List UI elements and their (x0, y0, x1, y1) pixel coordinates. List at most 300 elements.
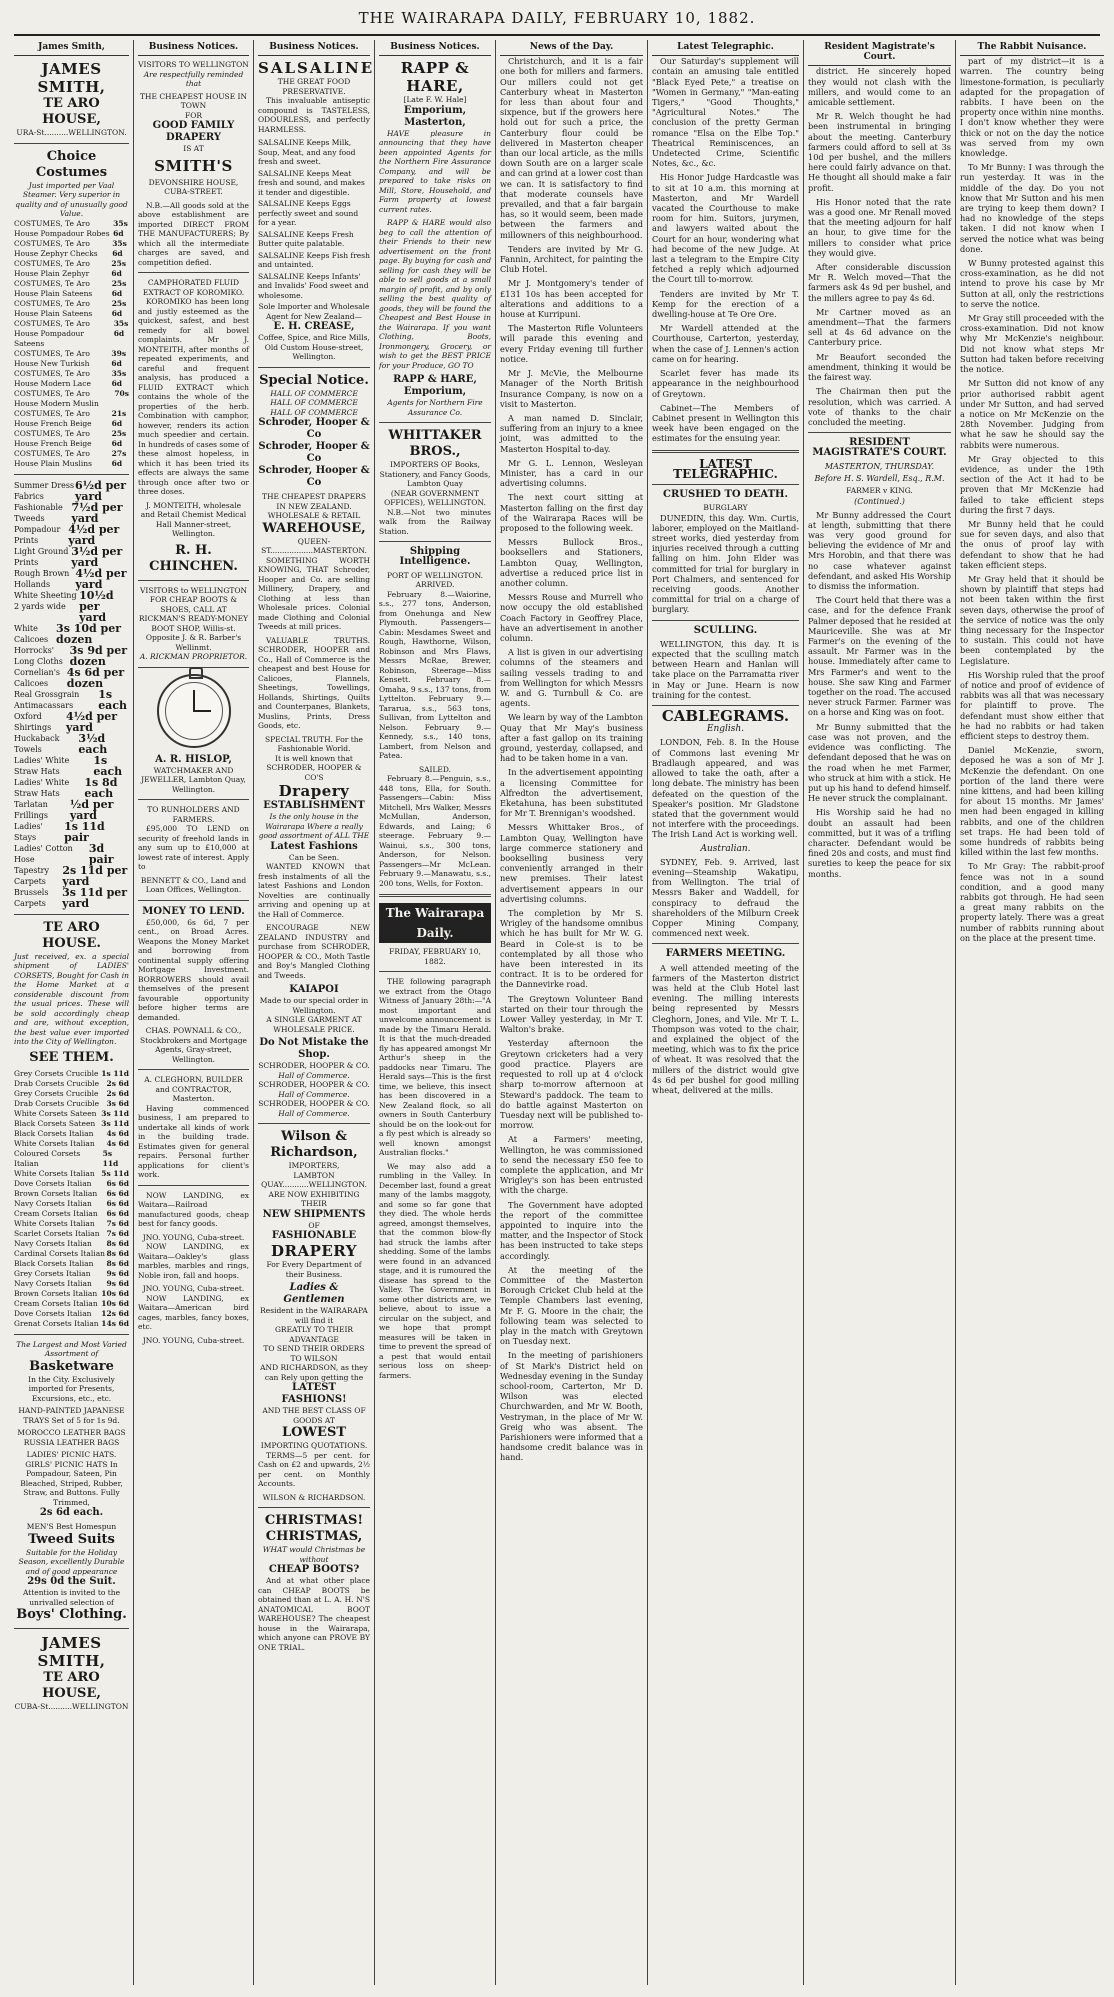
corset-item-price: 9s 6d (106, 1278, 129, 1288)
para: W Bunny protested against this cross-examination, as he did not intend to prove his case by Mr Sutton at all, only the restrictions to serve the notice. (960, 258, 1104, 309)
costume-item (14, 389, 129, 409)
cuba-street: CUBA-STREET. (164, 187, 223, 197)
corset-item-label: Dove Corsets Italian (14, 1178, 92, 1188)
costume-item-price: 35s 6d (112, 238, 127, 258)
crushed-text: DUNEDIN, this day. Wm. Curtis, laborer, employed on the Maitland-street works, died yesterday from injuries received through a cutting falling on him. John Elder was committed for trial for burglary in Port Chalmers, and sentenced for receiving goods. Another committal for trial on a charge of burglary. (652, 512, 799, 615)
english-heading: English. (706, 724, 745, 735)
divider (652, 943, 799, 944)
costume-item (14, 369, 129, 389)
costume-item (14, 219, 129, 239)
cable-text: LONDON, Feb. 8. In the House of Commons last evening Mr Bradlaugh appeared, and was allowed to take the oath, after a long debate. The ministry has been defeated on the question of the Speaker's position. Mr Gladstone stated that the government would not interfere with the proceedings. The Irish Land Act is working well. (652, 737, 799, 840)
corset-item-label: Cream Corsets Italian (14, 1208, 98, 1218)
corset-item-price: 6s 6d (106, 1188, 129, 1198)
footer-house: TE ARO HOUSE, (42, 1670, 101, 1702)
corset-item (14, 1109, 129, 1119)
costume-item-label: COSTUMES, Te Aro House Modern Muslin (14, 388, 99, 408)
lowest: LOWEST (281, 1425, 347, 1441)
yard-item-label: Oxford Shirtings (14, 711, 52, 732)
advertiser-name: JAMES SMITH, (37, 60, 106, 97)
farmers-text: A well attended meeting of the farmers of the Masterton district was held at the Club Hotel last evening. The milling interests being represented by Messrs Cleghorn, Jones, and Vile. Mr T. L. Thompson was voted to the chair, and explained the object of the meeting, which was to fix the price of wheat. It was resolved that the millers of the district would give 4s 6d per bushel for good milling wheat, delivered at the mills. (652, 962, 799, 1095)
yard-item-price: 3d pair (88, 841, 114, 866)
corset-item-label: Grey Corsets Crucible (14, 1068, 99, 1078)
special-notice: Special Notice. (259, 372, 369, 388)
yard-item-price: 3½d per yard (71, 544, 123, 569)
divider (379, 971, 491, 972)
corset-item-label: Grenat Corsets Italian (14, 1318, 99, 1328)
dont-mistake: Do Not Mistake the Shop. (259, 1037, 369, 1061)
para: Messrs Bullock Bros., booksellers and Stationers, Lambton Quay, Wellington, advertise a reduced price list in another column. (500, 537, 643, 588)
costume-item-price: 35s 6d (113, 218, 128, 238)
corset-item-price: 12s 6d (101, 1308, 129, 1318)
divider (14, 143, 129, 144)
costume-item-label: COSTUMES, Te Aro House New Turkish (14, 348, 90, 368)
cleghorn-heading: A. CLEGHORN, BUILDER and CONTRACTOR, Masterton. (144, 1075, 243, 1104)
basketware-title: Basketware (29, 1358, 114, 1374)
case-text: Mr Bunny addressed the Court at length, submitting that there was very good ground for believing the evidence of Mr and Mrs Horobin, and that there was no case whatever against defendant, and asked His Worship to dismiss the information. (808, 509, 951, 592)
yard-item (14, 755, 129, 777)
farmers-meeting-heading: FARMERS MEETING. (665, 948, 786, 960)
yard-item (14, 667, 129, 689)
arrived-label: ARRIVED. (415, 580, 455, 590)
yard-item-label: White Sheeting 2 yards wide (14, 590, 77, 611)
japanese-trays: HAND-PAINTED JAPANESE TRAYS Set of 5 for 1s 9d. (18, 1406, 125, 1425)
cheap-boots-heading: CHEAP BOOTS? (268, 1564, 360, 1576)
rapp-text-2: RAPP & HARE would also beg to call the attention of their Friends to their new advertisement on the front page. By buying for cash and selling for cash they will be able to sell goods at a small margin of profit, and by only selling the best quality of goods, they will be found the Cheapest and Best House in the Wairarapa. If you want Clothing, Boots, Ironmongery, Grocery, or wish to get the BEST PRICE for your Produce, GO TO (379, 218, 491, 370)
column-4 (375, 40, 496, 1985)
column-5-header: News of the Day. (500, 40, 643, 56)
corset-item-price: 3s 11d (101, 1118, 129, 1128)
send-orders: TO SEND THEIR ORDERS TO WILSON (263, 1344, 365, 1363)
corset-item-label: Navy Corsets Italian (14, 1198, 92, 1208)
before-line: Before H. S. Wardell, Esq., R.M. (814, 473, 945, 483)
cheapest-house: THE CHEAPEST HOUSE IN TOWN (139, 91, 248, 111)
divider (258, 367, 370, 368)
rapp-sub: [Late F. W. Hale] (403, 95, 467, 105)
yard-item-label: Brussels Carpets (14, 887, 49, 908)
salsaline-use: SALSALINE Keeps Meat fresh and sound, and makes it tender and digestible. (258, 168, 365, 197)
masthead-rule (14, 34, 1100, 36)
divider (652, 705, 799, 706)
corset-item (14, 1169, 129, 1179)
yard-item (14, 887, 129, 909)
corset-item-price: 8s 6d (106, 1238, 129, 1248)
column-5 (496, 40, 648, 1985)
corset-item-price: 8s 6d (106, 1248, 129, 1258)
costume-item-price: 35s 6d (113, 318, 129, 338)
salsaline-text: This invaluable antiseptic compound is TASTELESS, ODOURLESS, and perfectly HARMLESS. (258, 96, 370, 134)
yard-item-price: ½d per yard (69, 797, 114, 822)
corset-item (14, 1129, 129, 1139)
case-title: FARMER v KING. (846, 485, 913, 495)
corset-item-price: 14s 6d (101, 1318, 129, 1328)
cablegrams-heading: CABLEGRAMS. (661, 707, 790, 726)
loan-text: £95,000 TO LEND on security of freehold lands in any sum up to £10,000 at lowest rate of interest. Apply to (138, 824, 249, 872)
yard-goods-list (14, 480, 129, 909)
column-8 (956, 40, 1108, 1985)
australian-heading: Australian. (700, 843, 751, 854)
corset-item-price: 1s 11d (101, 1068, 129, 1078)
for-label: FOR (185, 110, 202, 120)
corset-item (14, 1099, 129, 1109)
corset-item-label: Grey Corsets Italian (14, 1268, 91, 1278)
corset-item-label: Drab Corsets Crucible (14, 1098, 100, 1108)
latest-sub: Can be Seen. (288, 852, 340, 862)
importing: IMPORTING QUOTATIONS. (260, 1441, 368, 1451)
para: district. He sincerely hoped they would not clash with the millers, and would come to an amicable settlement. (808, 66, 951, 108)
shd-1: Schroder, Hooper & Co (258, 417, 370, 441)
yard-item-label: Ladies' Stays (14, 821, 43, 842)
koromiko-heading: CAMPHORATED FLUID EXTRACT OF KOROMIKO. (142, 278, 245, 297)
yard-item-price: 1s each (98, 687, 128, 712)
corset-item (14, 1279, 129, 1289)
kaiapoi: KAIAPOI (289, 984, 339, 996)
yard-item-label: Summer Dress Fabrics (14, 480, 75, 501)
yard-item-label: Huckaback Towels (14, 733, 60, 754)
are-now: ARE NOW EXHIBITING THEIR (268, 1189, 360, 1209)
wilson-heading: Wilson & Richardson, (270, 1129, 358, 1161)
paper-date: FRIDAY, FEBRUARY 10, 1882. (389, 947, 481, 966)
divider (138, 900, 249, 901)
leather-bags: MOROCCO LEATHER BAGS RUSSIA LEATHER BAGS (17, 1428, 126, 1447)
hoc-list-item: Hall of Commerce. (278, 1108, 350, 1118)
hislop-name: A. R. HISLOP, (155, 753, 232, 765)
yard-item-label: Ladies' White Straw Hats (14, 755, 70, 776)
para: The completion by Mr S. Wrigley of the handsome omnibus which he has built for Mr W. G. Beard in Cole-st is to be contemplated by all those who have been interested in its contract. It is to be ordered for the Dannevirke road. (500, 908, 643, 990)
yard-item-price: 4½d per yard (75, 566, 127, 591)
yard-item-label: Pompadour Prints (14, 524, 61, 545)
sailed-label: SAILED. (418, 764, 452, 774)
salsaline-use: SALSALINE Keeps Fresh Butter quite palatable. (258, 229, 354, 249)
para: Christchurch, and it is a fair one both for millers and farmers. Our millers could not get Canterbury wheat in Masterton for less than about four and sixpence, but if the growers here hold out for such a price, the Canterbury flour could be delivered in Masterton cheaper than our local article, as the mills down South are on a larger scale and can grind at a lower cost than we can. It is satisfactory to find that moderate counsels have prevailed, and that a fair bargain has, so it would seem, been made between the farmers and millowners of this neighbourhood. (500, 56, 643, 240)
para: At the meeting of the Committee of the Masterton Borough Cricket Club held at the Temple Chambers last evening, Mr F. G. Moore in the chair, the following team was selected to play in the match with Greytown on Tuesday next. (500, 1264, 643, 1347)
corset-item-price: 6s 6d (106, 1198, 129, 1208)
continued: (Continued.) (854, 497, 905, 507)
tweed-sub: Suitable for the Holiday Season, excellently Durable and of good appearance (18, 1547, 125, 1576)
para: To Mr Gray: The rabbit-proof fence was not in a sound condition, and a good many rabbits got through. He had seen a great many rabbits on the property lately. There was a great number of rabbits running about on the place at the present time. (960, 861, 1104, 943)
pownall-name: CHAS. POWNALL & CO., Stockbrokers and Mortgage Agents, Gray-street, Wellington. (140, 1026, 247, 1064)
corset-item-label: White Corsets Italian (14, 1168, 95, 1178)
costume-item-label: COSTUMES, Te Aro House Plain Zephyr (14, 258, 90, 278)
costume-item-label: COSTUMES, Te Aro House Plain Muslins (14, 448, 92, 468)
hoc-3: HALL OF COMMERCE (270, 407, 358, 417)
yard-item-price: 10½d per yard (79, 588, 114, 624)
fashionable: FASHIONABLE (271, 1230, 357, 1242)
para: Mr R. Welch thought he had been instrumental in bringing about the meeting. Canterbury farmers could afford to sell at 3s 10d per bushel, and the millers here could fairly advance on that. He thought all should make a fair profit. (808, 111, 951, 193)
corset-item-label: White Corsets Sateen (14, 1108, 97, 1118)
young-2: JNO. YOUNG, Cuba-street. (142, 1284, 245, 1294)
corset-item-price: 7s 6d (106, 1218, 129, 1228)
costume-item-price: 25s 6d (111, 278, 127, 298)
shipping-heading: Shipping Intelligence. (399, 546, 471, 568)
attention-note: Attention is invited to the unrivalled selection of (22, 1588, 121, 1607)
corset-item (14, 1219, 129, 1229)
para: Daniel McKenzie, sworn, deposed he was a son of Mr J. McKenzie the defendant. On one portion of the land there were nine kittens, and had been killing for about 15 months. Mr James' men had been engaged in killing rabbits, and one of the children set traps. He had been told of some hundreds of rabbits being killed within the last few months. (960, 745, 1104, 858)
port-wellington: PORT OF WELLINGTON. (386, 570, 484, 580)
column-8-header: The Rabbit Nuisance. (960, 40, 1104, 56)
para: Tenders are invited by Mr G. Fannin, Architect, for painting the Club Hotel. (500, 243, 643, 275)
yard-item-label: Fashionable Tweeds (14, 502, 63, 523)
corset-item (14, 1229, 129, 1239)
rickman-name: A. RICKMAN PROPRIETOR. (139, 652, 248, 662)
corset-item-label: Dove Corsets Italian (14, 1308, 92, 1318)
para: We learn by way of the Lambton Quay that Mr May's business after a fast gallop on its training ground, yesterday, collapsed, and had to be taken home in a van. (500, 712, 643, 764)
case-text-4: His Worship said he had no doubt an assault had been committed, but it was of a trifling character. Defendant would be fined 20s and costs, and must find sureties to keep the peace for six months. (808, 807, 951, 879)
salsaline-sub: THE GREAT FOOD PRESERVATIVE. (277, 77, 351, 96)
yard-item-price: 2s 11d per yard (62, 863, 128, 888)
divider (138, 799, 249, 800)
see-them: SEE THEM. (29, 1049, 114, 1065)
para: Messrs Rouse and Murrell who now occupy the old established Coach Factory in Geoffrey Place, have an advertisement in another column. (500, 592, 643, 643)
para: Mr Sutton did not know of any prior authorised rabbit agent under Mr Sutton, and had served a notice on Mr McKenzie on the 28th November. Judging from what he saw he should say the rabbits were numerous. (960, 378, 1104, 450)
divider (14, 1334, 129, 1335)
costume-item (14, 409, 129, 429)
corset-item (14, 1079, 129, 1089)
terms: TERMS—5 per cent. for Cash on £2 and upwards, 2½ per cent. on Monthly Accounts. (258, 1450, 370, 1489)
yard-item-price: 1s 8d each (84, 775, 118, 800)
costume-item-label: COSTUMES, Te Aro House Plain Sateens (14, 278, 93, 298)
corset-item-label: Brown Corsets Italian (14, 1188, 98, 1198)
visitors-heading: VISITORS TO WELLINGTON (138, 60, 249, 70)
corset-item (14, 1189, 129, 1199)
costumes-sub: Just imported per Vaal Steamer. Very superior in quality and of unusually good Value. (15, 180, 128, 219)
divider (379, 894, 491, 897)
para: Our Saturday's supplement will contain an amusing tale entitled "Black Eyed Pete," a treatise on "Women in Germany," "Man-eating Tigers," "Good Thoughts," "Agricultural Notes." The conclusion of the pretty German romance "Elsa on the Elbe Top." Theatrical Reminiscences, an Undetected Crime, Scientific Notes, &c., &c. (652, 56, 799, 169)
para: The next court sitting at Masterton falling on the first day of the Wairarapa Races will be proposed to the following week. (500, 492, 643, 533)
chinchen-name: R. H. CHINCHEN. (149, 542, 238, 574)
landing-2: NOW LANDING, ex Waitara—Oakley's glass marbles, marbles and rings, Noble iron, fall and hoops. (138, 1242, 249, 1280)
costume-item-label: COSTUMES, Te Aro House Pompadour Sateens (14, 318, 90, 348)
yard-item (14, 546, 129, 568)
para: In the advertisement appointing a licensing Committee for Alfredton the advertisement, Eketahuna, has been substituted for Mr T. Brennigan's woodshed. (500, 767, 643, 819)
para: A man named D. Sinclair, suffering from an injury to a knee joint, was admitted to the Masterton Hospital to-day. (500, 412, 643, 454)
yard-item-label: Real Grossgrain Antimacassars (14, 689, 80, 710)
koromiko-text: KOROMIKO has been long and justly esteemed as the quickest, safest, and best remedy for all bowel complaints. Mr J. MONTEITH, after months of repeated experiments, and careful and frequent analysis, has produced a FLUID EXTRACT which contains the whole of the properties of the herb. Combination with camphor, however, renders its action much speedier and certain. In hundreds of cases some of these almost hopeless, in which it has been tried its effects are always the same through once after two or three doses. (138, 297, 249, 497)
corset-item (14, 1149, 129, 1169)
corset-item (14, 1319, 129, 1329)
shd-list-item: SCHRODER, HOOPER & CO. (258, 1099, 370, 1109)
corset-item (14, 1199, 129, 1209)
corset-item-label: Black Corsets Sateen (14, 1118, 96, 1128)
costume-item-label: COSTUMES, Te Aro House French Beige (14, 428, 92, 448)
column-1-header: James Smith, (14, 40, 129, 56)
yard-item (14, 568, 129, 590)
corset-item (14, 1289, 129, 1299)
divider (379, 422, 491, 423)
yard-item-label: Rough Brown Hollands (14, 568, 70, 589)
costume-item-price: 39s 6d (111, 348, 127, 368)
divider (14, 914, 129, 915)
corset-item (14, 1309, 129, 1319)
wilson-foot: WILSON & RICHARDSON. (262, 1492, 366, 1502)
hats-price: 2s 6d each. (39, 1507, 104, 1519)
sculling-text: WELLINGTON, this day. It is expected that the sculling match between Hearn and Hanlan will take place on the Parramatta river in May or June. Hearn is now training for the contest. (652, 638, 799, 700)
aus-text: SYDNEY, Feb. 9. Arrived, last evening—Steamship Wakatipu, from Wellington. The trial of Messrs Baker and Waddell, for conspiracy to defraud the shareholders of the Milburn Creek Copper Mining Company, commenced next week. (652, 856, 799, 939)
landing-3: NOW LANDING, ex Waitara—American bird cages, marbles, fancy boxes, etc. (138, 1293, 249, 1332)
corset-item (14, 1299, 129, 1309)
divider (652, 620, 799, 621)
para: The Masterton Rifle Volunteers will parade this evening and every Friday evening till further notice. (500, 323, 643, 364)
bennett-name: BENNETT & CO., Land and Loan Offices, Wellington. (140, 875, 247, 895)
devonshire-house: DEVONSHIRE HOUSE, (148, 177, 239, 187)
salsaline-use: SALSALINE Keeps Eggs perfectly sweet and sound for a year. (258, 199, 359, 228)
column-3 (254, 40, 375, 1985)
divider (14, 1628, 129, 1629)
corset-item-price: 7s 6d (106, 1228, 129, 1238)
column-6-header: Latest Telegraphic. (652, 40, 799, 56)
drapery-2: DRAPERY (270, 1242, 358, 1261)
column-7 (804, 40, 956, 1985)
column-2 (134, 40, 254, 1985)
para: His Honor noted that the rate was a good one. Mr Renall moved that the meeting adjourn for half an hour, to give time for the millers to consider what price they would give. (808, 196, 951, 258)
corset-item-price: 5s 11d (102, 1148, 119, 1168)
wanted-known: WANTED KNOWN that fresh instalments of all the latest Fashions and London Novelties are continually arriving and opening up at the Hall of Commerce. (258, 862, 370, 919)
queen-street: QUEEN-ST..................MASTERTON. (261, 536, 367, 556)
corset-item-price: 6s 6d (106, 1178, 129, 1188)
costume-item-price: 70s (114, 388, 129, 398)
para: To Mr Bunny: I was through the run yesterday. It was in the middle of the day. Do you not know that Mr Sutton and his men are trying to keep them down? I had no knowledge of the steps taken. I did not know when I served the notice what was being done. (960, 162, 1104, 254)
latest-telegraphic: LATEST TELEGRAPHIC. (673, 456, 778, 481)
para: Mr Gray objected to this evidence, as under the 19th section of the Act it had to be proven that Mr McKenzie had failed to take efficient steps during the first 7 days. (960, 453, 1104, 515)
yard-item (14, 865, 129, 887)
corset-item (14, 1089, 129, 1099)
crease-sub: Coffee, Spice, and Rice Mills, Old Custom House-street, Wellington. (258, 333, 370, 362)
divider (652, 450, 799, 453)
kaiapoi-sub: Made to our special order in Wellington. (259, 996, 369, 1015)
column-4-header: Business Notices. (379, 40, 491, 56)
divider (258, 1507, 370, 1508)
shd-list-item: SCHRODER, HOOPER & CO. (258, 1061, 370, 1071)
good-family-drapery: GOOD FAMILY DRAPERY (152, 120, 235, 144)
para: Mr Bunny held that he could sue for seven days, and also that the onus of proof lay with defendant to show that he had taken efficient steps. (960, 518, 1104, 570)
divider (138, 1069, 249, 1070)
costume-item (14, 239, 129, 259)
para: Tenders are invited by Mr T. Kemp for the erection of a dwelling-house at Te Ore Ore. (652, 288, 799, 320)
yard-item (14, 777, 129, 799)
costume-list (14, 219, 129, 469)
costume-item-label: COSTUMES, Te Aro House Plain Sateens (14, 298, 93, 318)
valuable-truths: VALUABLE TRUTHS. SCHRODER, HOOPER and Co., Hall of Commerce is the cheapest and best House for Calicoes, Flannels, Sheetings, Towellings, Hollands, Shirtings, Quilts and Counterpanes, Blankets, Muslins, Prints, Dress Goods, etc. (258, 635, 370, 731)
money-to-lend: MONEY TO LEND. (142, 905, 245, 917)
hoc-1: HALL OF COMMERCE (270, 388, 358, 398)
corset-item-price: 3s 11d (101, 1108, 129, 1118)
whittaker-sub: IMPORTERS OF Books, Stationery, and Fancy Goods, Lambton Quay (379, 460, 491, 489)
encourage-text: ENCOURAGE NEW ZEALAND INDUSTRY and purchase from SCHRODER, HOOPER & CO., Moth Tastle and Boy's Mangled Clothing and Tweeds. (258, 923, 370, 980)
mens-heading: MEN'S Best Homespun (26, 1522, 117, 1532)
corset-item-label: Brown Corsets Italian (14, 1288, 98, 1298)
yard-item-price: 7½d per yard (71, 500, 123, 525)
yard-item-price: 3s 11d per yard (62, 885, 128, 910)
yard-item (14, 623, 129, 645)
divider (379, 541, 491, 542)
lead-text-2: We may also add a rumbling in the Valley. In December last, found a great many of the lambs maggoty, and some so far gone that they died. The whole herds agreed, amongst themselves, that the common blow-fly had struck the lambs after shedding. Some of the lambs were found in an advanced stage, and it is rumoured the disease has spread to the Valley. The Government in some other districts are, we believe, about to issue a circular on the subject, and we hope that prompt measures will be taken in time to prevent the spread of a pest that would entail serious loss on sheep-farmers. (379, 1161, 491, 1380)
nb-text: N.B.—All goods sold at the above establishment are imported DIRECT FROM THE MANUFACTURERS; By which all the intermediate charges are saved, and competition defied. (138, 200, 249, 267)
wholesale-retail: WHOLESALE & RETAIL (267, 511, 361, 521)
importers: IMPORTERS, (288, 1161, 340, 1171)
corsets-text: Just received, ex. a special shipment of LADIES' CORSETS, Bought for Cash in the Home Market at a considerable discount from the usual prices. These will be sold accordingly cheap and are, without exception, the best value ever imported into the City of Wellington. (14, 951, 129, 1047)
costume-item-price: 21s 6d (111, 408, 127, 428)
yard-item (14, 711, 129, 733)
lead-text: THE following paragraph we extract from the Otago Witness of January 28th:—"A most important and unwelcome announcement is made by the Timaru Herald. It is that the much-dreaded fly has appeared amongst Mr Arthur's sheep in the paddocks near Timaru. The Herald says—This is the first time, we believe, this insect has been discovered in a New Zealand flock, so all owners in South Canterbury should be on the look-out for a fly pest which is already so well known amongst Australian flocks." (379, 977, 491, 1158)
yard-item-label: Cornelian's Calicoes (14, 667, 60, 688)
masthead (0, 0, 1114, 36)
corset-item-label: White Corsets Italian (14, 1138, 95, 1148)
landing-1: NOW LANDING, ex Waitara—Railroad manufactured goods, cheap best for fancy goods. (138, 1190, 249, 1229)
of-label: OF (308, 1220, 320, 1230)
smiths-heading: SMITH'S (154, 156, 233, 175)
emporium: Emporium, Masterton, (403, 104, 467, 128)
establishment: ESTABLISHMENT (263, 800, 365, 812)
column-6 (648, 40, 804, 1985)
salsaline-use: SALSALINE Keeps Milk, Soup, Meat, and any food fresh and sweet. (258, 138, 356, 167)
divider (652, 484, 799, 485)
cleghorn-text: Having commenced business, I am prepared to undertake all kinds of work in the building trade. Estimates given for general repairs. Personal further applications for client's work. (138, 1103, 249, 1180)
para: Mr Beaufort seconded the amendment, thinking it would be the fairest way. (808, 351, 951, 383)
single-garment: A SINGLE GARMENT AT WHOLESALE PRICE. (266, 1015, 362, 1034)
masterton-dateline: MASTERTON, THURSDAY. (824, 461, 935, 471)
costume-item-label: COSTUMES, Te Aro House Pompadour Robes (14, 218, 110, 238)
corset-item-price: 10s 6d (101, 1288, 129, 1298)
basketware-sub: In the City. Exclusively imported for Presents, Excursions, etc., etc. (28, 1374, 115, 1403)
paper-banner: The Wairarapa Daily. (379, 903, 491, 943)
is-at-label: IS AT (183, 144, 204, 154)
whittaker-addr: (NEAR GOVERNMENT OFFICES), WELLINGTON. (384, 488, 486, 508)
yard-item (14, 645, 129, 667)
yard-item (14, 480, 129, 502)
costume-item-price: 25s 6d (111, 428, 127, 448)
costume-item-price: 27s 6d (111, 448, 127, 468)
lambton: LAMBTON QUAY...........WELLINGTON. (261, 1170, 367, 1190)
crease-name: E. H. CREASE, (273, 321, 355, 333)
yard-item-label: Ladies' Cotton Hose (14, 843, 73, 864)
para: The Chairman then put the resolution, which was carried. A vote of thanks to the chair concluded the meeting. (808, 386, 951, 427)
corset-item-price: 4s 6d (106, 1138, 129, 1148)
picnic-hats: LADIES' PICNIC HATS. GIRLS' PICNIC HATS In Pompadour, Sateen, Pin Bleached, Striped, Rubber, Straw, and Buttons. Fully Trimmed, (20, 1450, 123, 1507)
costume-item-label: COSTUMES, Te Aro House French Beige (14, 408, 92, 428)
corset-item (14, 1179, 129, 1189)
corset-item-label: Navy Corsets Italian (14, 1238, 92, 1248)
corset-item (14, 1249, 129, 1259)
para: Mr Wardell attended at the Courthouse, Carterton, yesterday, when the case of J. Lennen's action came on for hearing. (652, 323, 799, 364)
costume-item-price: 25s 6d (111, 258, 127, 278)
corset-item (14, 1239, 129, 1249)
corset-item-label: Cream Corsets Italian (14, 1298, 98, 1308)
yard-item-price: 6½d per yard (74, 478, 127, 503)
tweed-suits: Tweed Suits (28, 1531, 115, 1547)
cheapest-drapers: THE CHEAPEST DRAPERS IN NEW ZEALAND. (261, 492, 366, 511)
salsaline-use: SALSALINE Keeps Infants' and Invalids' Food sweet and wholesome. (258, 271, 369, 300)
yard-item-price: 4½d per yard (68, 522, 120, 547)
yard-item (14, 799, 129, 821)
costume-item (14, 259, 129, 279)
agents: Agents for Northern Fire Assurance Co. (387, 398, 483, 417)
corset-item-price: 9s 6d (106, 1268, 129, 1278)
costume-item-label: COSTUMES, Te Aro House Zephyr Checks (14, 238, 98, 258)
yard-item-price: 4s 6d per dozen (66, 665, 125, 690)
footer-address: CUBA-St..........WELLINGTON (14, 1702, 129, 1712)
crushed-heading: CRUSHED TO DEATH. (663, 488, 788, 500)
yard-item-label: Tarlatan Frillings (14, 799, 48, 820)
burglary-heading: BURGLARY (703, 503, 748, 513)
corset-item-price: 2s 6d (106, 1088, 129, 1098)
yard-item-label: Ladies' White Straw Hats (14, 777, 70, 798)
shd-list-item: SCHRODER, HOOPER & CO. (258, 1080, 370, 1090)
corset-item (14, 1069, 129, 1079)
rm-court-heading: RESIDENT MAGISTRATE'S COURT. (812, 437, 947, 459)
costume-item (14, 319, 129, 349)
yard-item (14, 689, 129, 711)
para: A list is given in our advertising columns of the steamers and sailing vessels trading to and from Wellington for which Messrs W. and G. Turnbull & Co. are agents. (500, 647, 643, 709)
christmas-2: CHRISTMAS, (265, 1529, 363, 1545)
